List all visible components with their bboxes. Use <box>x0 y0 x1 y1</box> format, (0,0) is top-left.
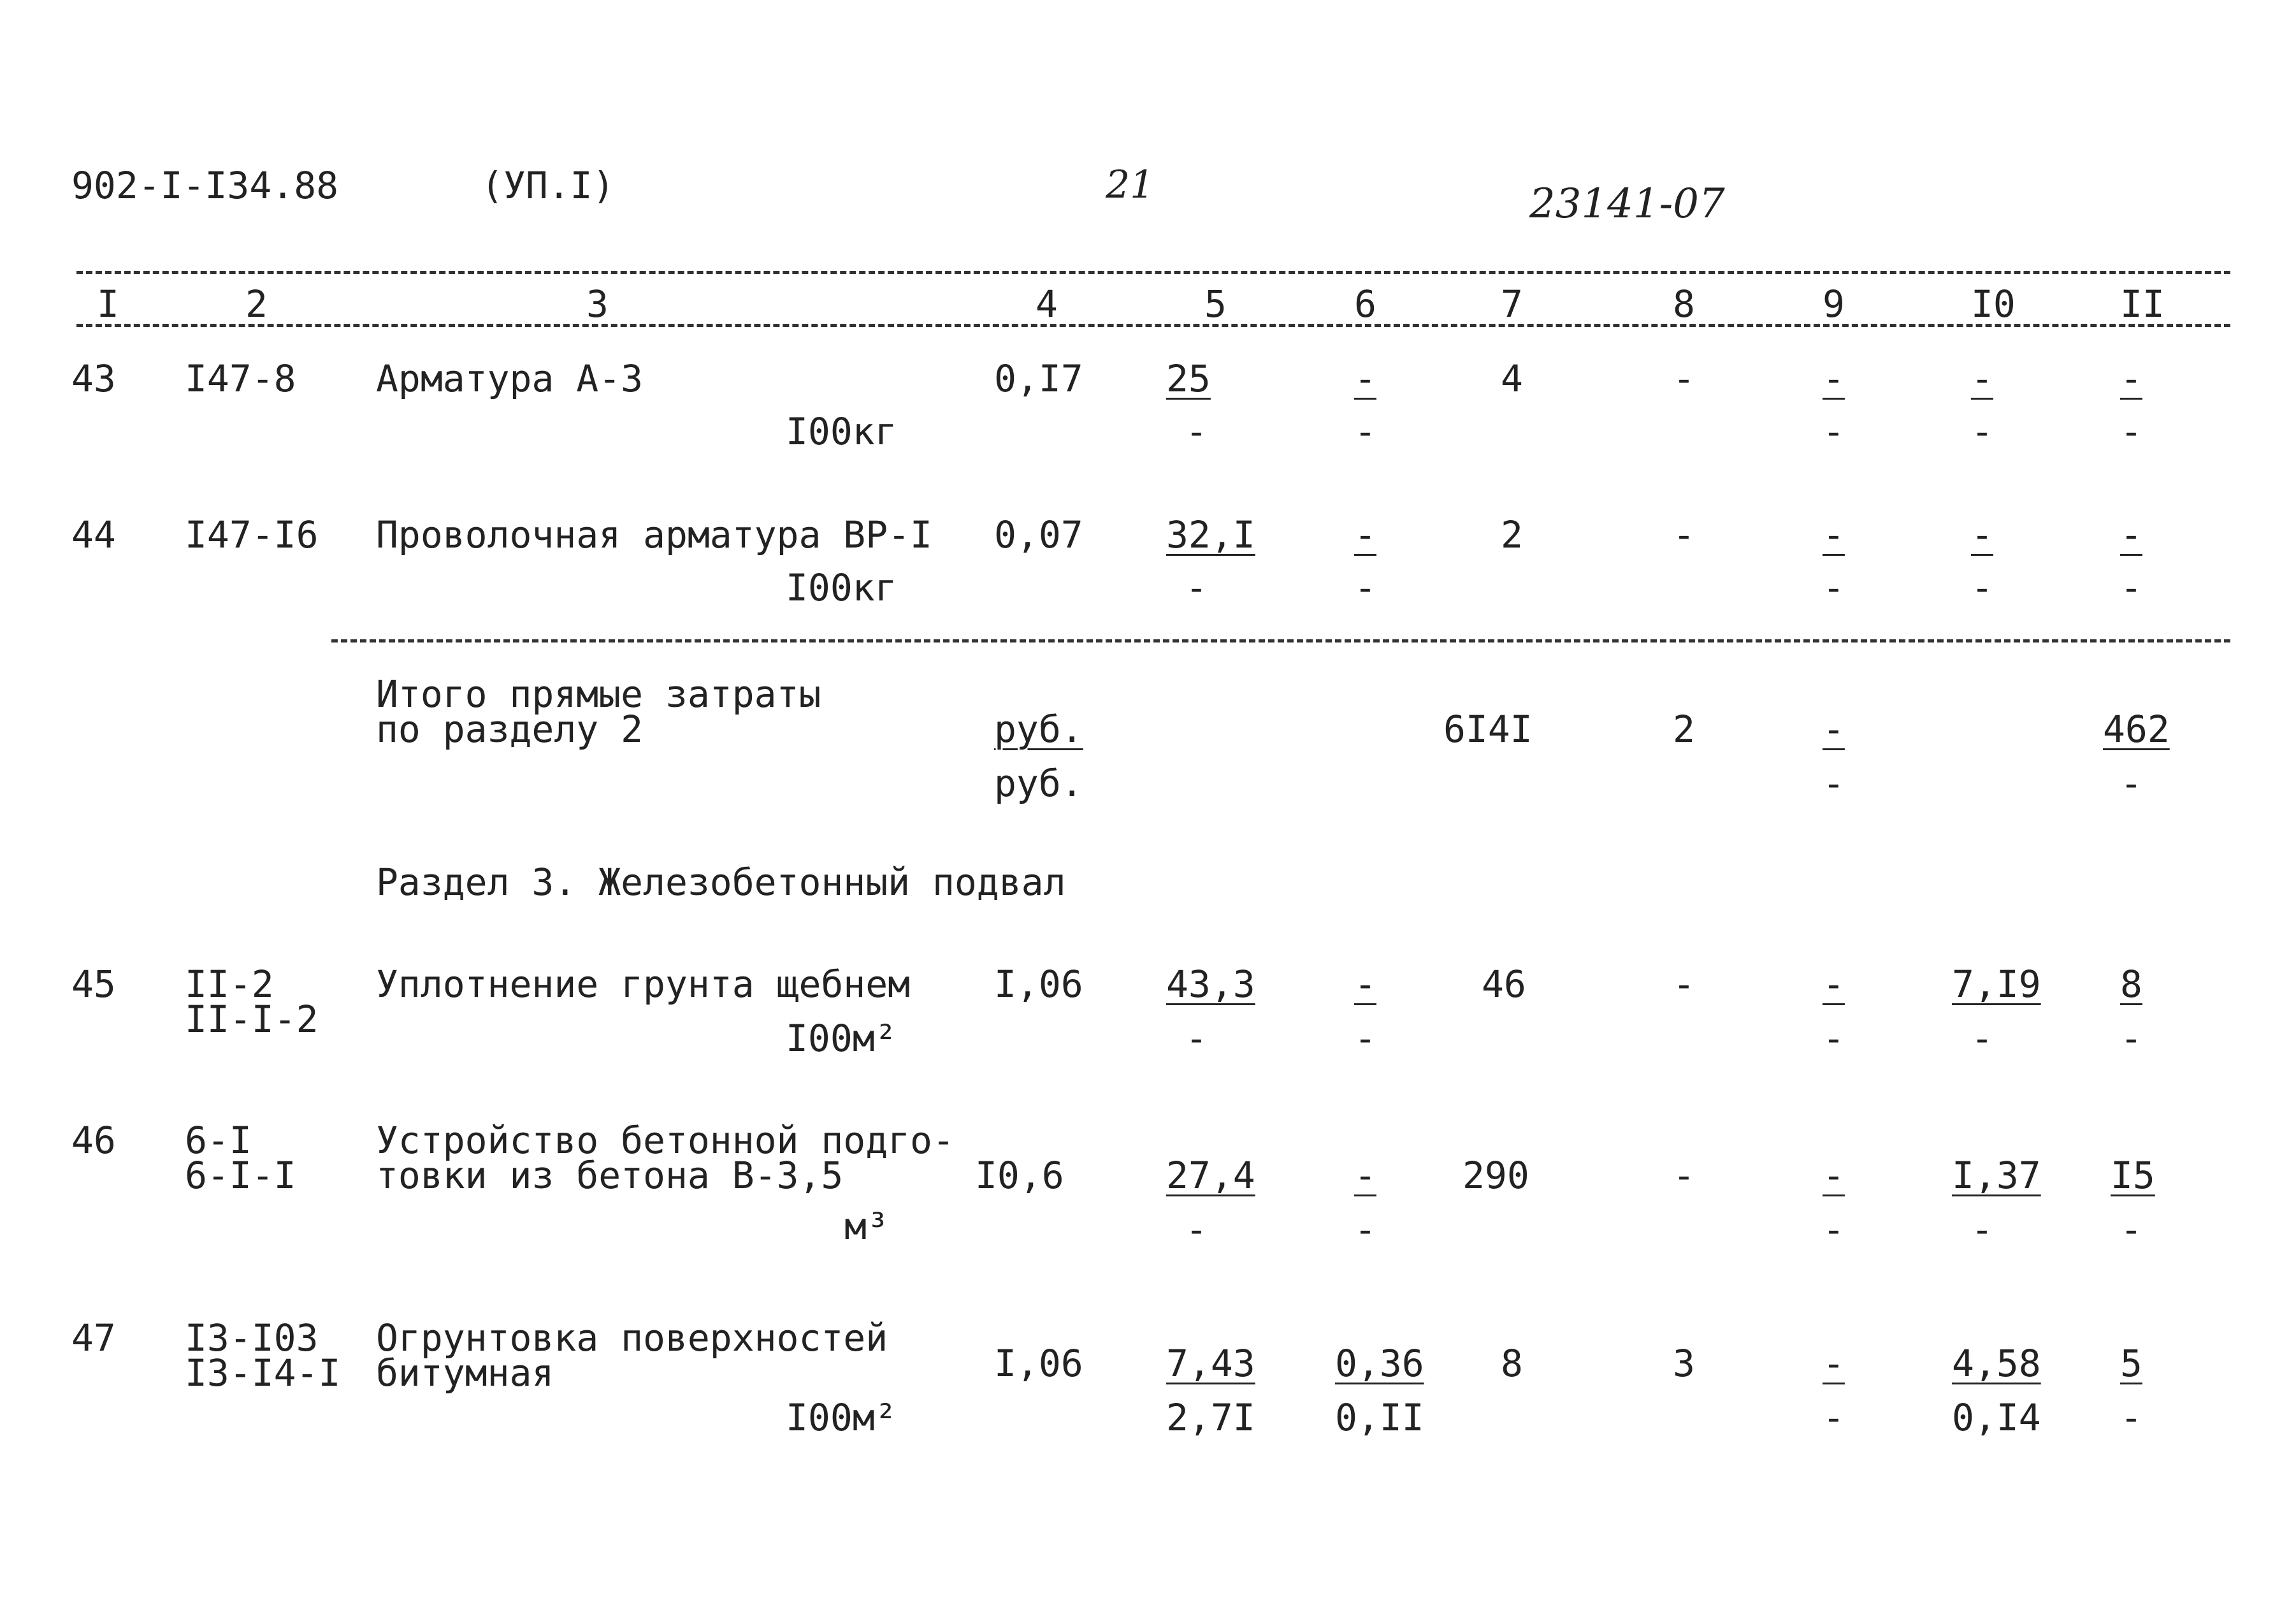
page-number: 21 <box>1106 163 1155 207</box>
row-name: Устройство бетонной подго- <box>376 1119 955 1162</box>
row-code-primary: 6-I <box>185 1119 252 1162</box>
volume-label: (УП.I) <box>481 164 615 207</box>
col6-top: - <box>1354 962 1376 1006</box>
col11-bottom: - <box>2120 1017 2142 1060</box>
col5-top: 27,4 <box>1166 1154 1255 1197</box>
row-code-secondary: 6-I-I <box>185 1154 296 1197</box>
subtotal-unit-top: руб. <box>994 708 1083 751</box>
col5-top: 32,I <box>1166 513 1255 556</box>
col6-bottom: - <box>1354 410 1376 453</box>
col-header-9: 9 <box>1823 282 1845 326</box>
col9-top: - <box>1823 357 1845 400</box>
col11-bottom: - <box>2120 1396 2142 1439</box>
col10-bottom: - <box>1971 1208 1993 1251</box>
col8: - <box>1673 962 1695 1006</box>
col10-bottom: - <box>1971 1017 1993 1060</box>
subtotal-unit-bottom: руб. <box>994 762 1083 805</box>
col-header-3: 3 <box>586 282 609 326</box>
col6-top: - <box>1354 1154 1376 1197</box>
row-unit: I00м² <box>786 1017 897 1060</box>
col-header-11: II <box>2120 282 2165 326</box>
col7: 290 <box>1462 1154 1529 1197</box>
col7: 8 <box>1501 1342 1523 1385</box>
document-code: 902-I-I34.88 <box>71 164 339 207</box>
col6-top: - <box>1354 357 1376 400</box>
col9-bottom: - <box>1823 1396 1845 1439</box>
col-header-1: I <box>97 282 119 326</box>
col10-bottom: 0,I4 <box>1952 1396 2041 1439</box>
col11-top: I5 <box>2111 1154 2155 1197</box>
header-top-rule <box>76 271 2230 274</box>
col9-top: - <box>1823 1154 1845 1197</box>
col-header-7: 7 <box>1501 282 1523 326</box>
col6-bottom: - <box>1354 1017 1376 1060</box>
col9-bottom: - <box>1823 566 1845 609</box>
row-number: 46 <box>71 1119 116 1162</box>
col-header-2: 2 <box>245 282 268 326</box>
subtotal-col11-top: 462 <box>2103 708 2170 751</box>
row-qty: I,06 <box>994 1342 1083 1385</box>
row-number: 43 <box>71 357 116 400</box>
subtotal-label-line1: Итого прямые затраты <box>376 672 821 716</box>
col5-bottom: - <box>1185 1017 1208 1060</box>
row-code-secondary: II-I-2 <box>185 998 319 1041</box>
col6-bottom: - <box>1354 1208 1376 1251</box>
subtotal-col9-bottom: - <box>1823 762 1845 805</box>
row-qty: I0,6 <box>975 1154 1064 1197</box>
col11-top: 5 <box>2120 1342 2142 1385</box>
col5-bottom: - <box>1185 410 1208 453</box>
subtotal-col9-top: - <box>1823 708 1845 751</box>
col11-top: 8 <box>2120 962 2142 1006</box>
col10-top: - <box>1971 513 1993 556</box>
row-code: I47-I6 <box>185 513 319 556</box>
col8: - <box>1673 357 1695 400</box>
col5-top: 43,3 <box>1166 962 1255 1006</box>
col6-top: 0,36 <box>1335 1342 1424 1385</box>
row-code-secondary: I3-I4-I <box>185 1351 341 1395</box>
row-code-primary: I3-I03 <box>185 1316 319 1360</box>
row-name-cont: битумная <box>376 1351 554 1395</box>
row-number: 45 <box>71 962 116 1006</box>
row-name: Уплотнение грунта щебнем <box>376 962 911 1006</box>
subtotal-col7: 6I4I <box>1443 708 1533 751</box>
row-unit: м³ <box>844 1205 889 1248</box>
col11-bottom: - <box>2120 1208 2142 1251</box>
col11-bottom: - <box>2120 566 2142 609</box>
col-header-4: 4 <box>1036 282 1058 326</box>
row-name-cont: товки из бетона В-3,5 <box>376 1154 844 1197</box>
col6-bottom: 0,II <box>1335 1396 1424 1439</box>
col5-bottom: 2,7I <box>1166 1396 1255 1439</box>
col9-bottom: - <box>1823 1208 1845 1251</box>
row-code-primary: II-2 <box>185 962 274 1006</box>
section-title: Раздел 3. Железобетонный подвал <box>376 860 1066 904</box>
col10-bottom: - <box>1971 566 1993 609</box>
col10-bottom: - <box>1971 410 1993 453</box>
row-unit: I00кг <box>786 410 897 453</box>
row-qty: 0,07 <box>994 513 1083 556</box>
col6-top: - <box>1354 513 1376 556</box>
col-header-6: 6 <box>1354 282 1376 326</box>
col5-top: 25 <box>1166 357 1211 400</box>
row-name: Огрунтовка поверхностей <box>376 1316 888 1360</box>
header-bottom-rule <box>76 324 2230 327</box>
col11-top: - <box>2120 513 2142 556</box>
col9-bottom: - <box>1823 1017 1845 1060</box>
col5-bottom: - <box>1185 566 1208 609</box>
col10-top: I,37 <box>1952 1154 2041 1197</box>
col8: - <box>1673 1154 1695 1197</box>
row-unit: I00кг <box>786 566 897 609</box>
subtotal-col8: 2 <box>1673 708 1695 751</box>
archive-stamp: 23141-07 <box>1529 180 1725 228</box>
row-unit: I00м² <box>786 1396 897 1439</box>
col-header-5: 5 <box>1204 282 1227 326</box>
col8: 3 <box>1673 1342 1695 1385</box>
col9-top: - <box>1823 962 1845 1006</box>
col7: 2 <box>1501 513 1523 556</box>
row-name: Проволочная арматура ВР-I <box>376 513 932 556</box>
row-qty: I,06 <box>994 962 1083 1006</box>
col-header-10: I0 <box>1971 282 2016 326</box>
subtotal-rule <box>331 639 2230 643</box>
row-name: Арматура А-3 <box>376 357 644 400</box>
row-number: 44 <box>71 513 116 556</box>
col9-top: - <box>1823 513 1845 556</box>
col9-top: - <box>1823 1342 1845 1385</box>
subtotal-label-line2: по разделу 2 <box>376 708 644 751</box>
col-header-8: 8 <box>1673 282 1695 326</box>
col10-top: - <box>1971 357 1993 400</box>
col6-bottom: - <box>1354 566 1376 609</box>
col10-top: 7,I9 <box>1952 962 2041 1006</box>
col11-bottom: - <box>2120 410 2142 453</box>
col8: - <box>1673 513 1695 556</box>
col9-bottom: - <box>1823 410 1845 453</box>
row-number: 47 <box>71 1316 116 1360</box>
col7: 46 <box>1482 962 1526 1006</box>
col10-top: 4,58 <box>1952 1342 2041 1385</box>
col5-bottom: - <box>1185 1208 1208 1251</box>
subtotal-col11-bottom: - <box>2120 762 2142 805</box>
col7: 4 <box>1501 357 1523 400</box>
col11-top: - <box>2120 357 2142 400</box>
row-code: I47-8 <box>185 357 296 400</box>
row-qty: 0,I7 <box>994 357 1083 400</box>
col5-top: 7,43 <box>1166 1342 1255 1385</box>
